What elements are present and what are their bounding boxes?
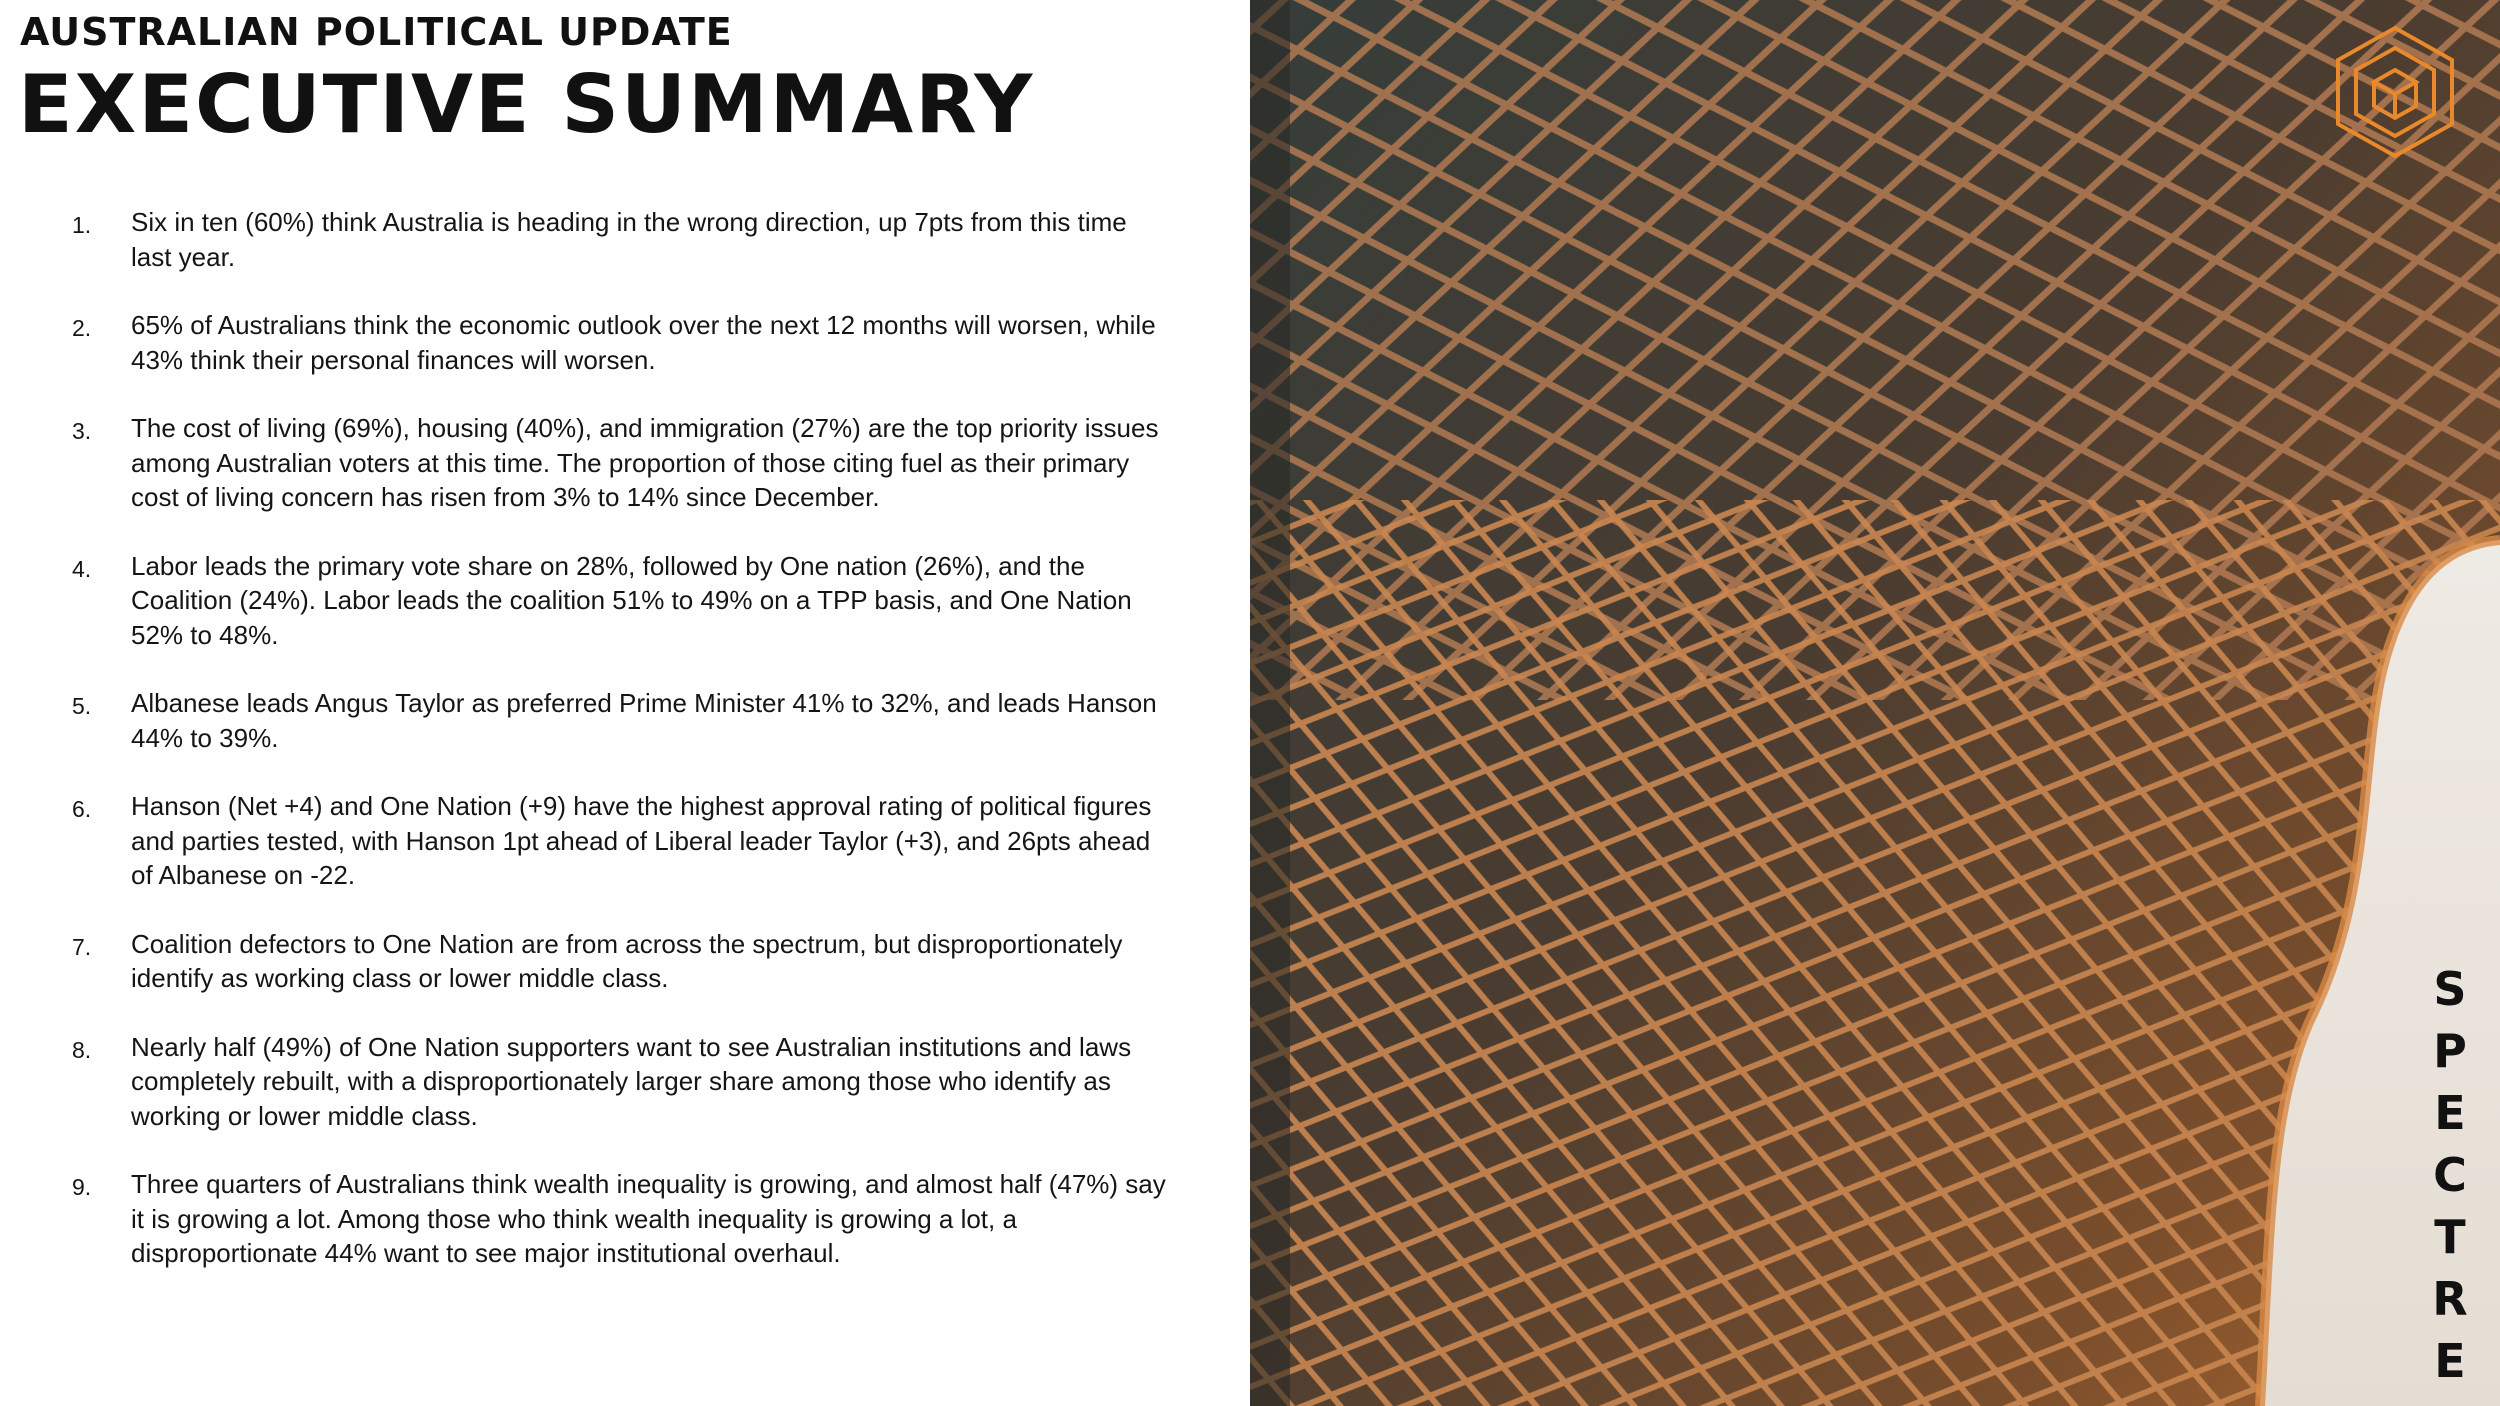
item-number: 1. [72, 212, 92, 238]
item-number: 5. [72, 693, 92, 719]
brand-letter: R [2432, 1272, 2468, 1326]
brand-letter: T [2434, 1210, 2466, 1264]
brand-letter: S [2433, 962, 2467, 1016]
item-text: 65% of Australians think the economic outlook over the next 12 months will worsen, while 43% think their personal finances will worsen. [131, 310, 1156, 375]
list-item [72, 927, 1172, 996]
item-text: Three quarters of Australians think wealth inequality is growing, and almost half (47%) say it is growing a lot. Among those who think wealth inequality is growing a lot, a disproportionate 44% want to see major institutional overhaul. [131, 1169, 1166, 1268]
brand-letter: P [2433, 1024, 2467, 1078]
list-item [72, 789, 1172, 893]
item-text: Coalition defectors to One Nation are from across the spectrum, but disproportionately identify as working class or lower middle class. [131, 928, 1123, 993]
item-text: The cost of living (69%), housing (40%), and immigration (27%) are the top priority issues among Australian voters at this time. The proportion of those citing fuel as their primary cost of living concern has risen from 3% to 14% since December. [131, 413, 1159, 512]
list-item [72, 1167, 1172, 1271]
item-number: 2. [72, 315, 92, 341]
executive-summary-list [72, 205, 1172, 1305]
list-item [72, 549, 1172, 653]
item-number: 3. [72, 418, 92, 444]
item-text: Labor leads the primary vote share on 28%, followed by One nation (26%), and the Coalition (24%). Labor leads the coalition 51% to 49% on a TPP basis, and One Nation 52% to 48%. [131, 550, 1132, 650]
brand-letter: C [2433, 1148, 2467, 1202]
architecture-photo [1250, 0, 2500, 1406]
report-eyebrow: AUSTRALIAN POLITICAL UPDATE [20, 10, 733, 54]
item-text: Nearly half (49%) of One Nation supporters want to see Australian institutions and laws completely rebuilt, with a disproportionately larger share among those who identify as working or lower middle class. [131, 1031, 1132, 1131]
page-title: EXECUTIVE SUMMARY [18, 58, 1035, 151]
item-number: 4. [72, 555, 92, 582]
item-number: 7. [72, 933, 92, 960]
list-item [72, 1030, 1172, 1134]
item-number: 6. [72, 796, 92, 822]
list-item [72, 308, 1172, 377]
brand-letter: E [2434, 1086, 2466, 1140]
layered-cube-logo [2330, 22, 2460, 162]
item-text: Albanese leads Angus Taylor as preferred Prime Minister 41% to 32%, and leads Hanson 44% to 39%. [131, 688, 1157, 753]
item-number: 8. [72, 1036, 92, 1063]
brand-wordmark-vertical [2420, 958, 2480, 1392]
list-item [72, 686, 1172, 755]
list-item [72, 411, 1172, 515]
brand-letter: E [2434, 1334, 2466, 1388]
item-text: Six in ten (60%) think Australia is heading in the wrong direction, up 7pts from this time last year. [131, 207, 1127, 272]
list-item [72, 205, 1172, 274]
item-number: 9. [72, 1174, 92, 1200]
item-text: Hanson (Net +4) and One Nation (+9) have the highest approval rating of political figures and parties tested, with Hanson 1pt ahead of Liberal leader Taylor (+3), and 26pts ahead of Albanese on -22. [131, 791, 1152, 890]
